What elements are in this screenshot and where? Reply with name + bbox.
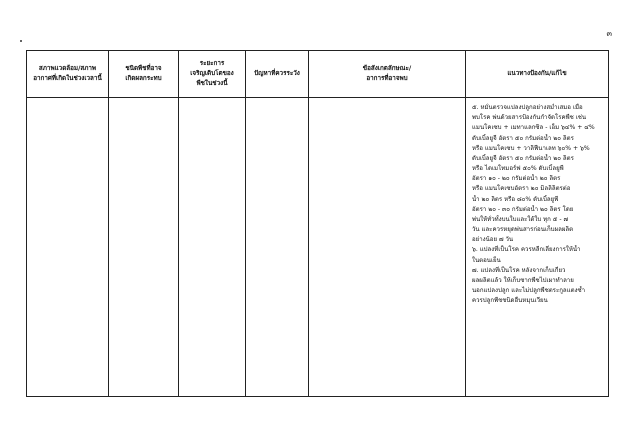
guideline-line: แมนโคเซบ + เมทาแลกซิล - เอ็ม ๖๔% + ๔%	[472, 124, 595, 132]
header-environment: สภาพแวดล้อม/สภาพ อากาศที่เกิดในช่วงเวลานี้	[27, 51, 109, 98]
guideline-line: ในตอนเย็น	[472, 256, 501, 264]
guideline-line: หรือ แมนโคเซบ + วาลิฟีนาเลท ๖๐% + ๖%	[472, 144, 590, 152]
header-symptoms: ข้อสังเกตลักษณะ/ อาการที่อาจพบ	[309, 51, 466, 98]
guideline-line: พบโรค พ่นด้วยสารป้องกันกำจัดโรคพืช เช่น	[472, 114, 587, 122]
guideline-line: ๕. หมั่นตรวจแปลงปลูกอย่างสม่ำเสมอ เมื่อ	[472, 104, 583, 111]
guideline-line: ผลผลิตแล้ว ให้เก็บซากพืชไปเผาทำลาย	[472, 276, 574, 284]
cell-crop-type	[109, 98, 179, 397]
guideline-line: พ่นให้ทั่วทั้งบนใบและใต้ใบ ทุก ๕ - ๗	[472, 215, 569, 223]
header-problems: ปัญหาที่ควรระวัง	[246, 51, 309, 98]
guideline-line: ๗. แปลงที่เป็นโรค หลังจากเก็บเกี่ยว	[472, 266, 566, 274]
recommendation-table	[26, 50, 609, 397]
guideline-line: หรือ แมนโคเซบอัตรา ๒๐ มิลลิลิตรต่อ	[472, 185, 571, 193]
cell-symptoms	[309, 98, 466, 397]
table-header-row	[27, 51, 609, 98]
cell-environment	[27, 98, 109, 397]
table-row	[27, 98, 609, 397]
guideline-line: ควรปลูกพืชชนิดอื่นหมุนเวียน	[472, 297, 548, 305]
prevention-guidelines	[466, 98, 608, 306]
header-crop-type: ชนิดพืชที่อาจ เกิดผลกระทบ	[109, 51, 179, 98]
guideline-line: ดับเบิ้ลยูจี อัตรา ๕๐ กรัมต่อน้ำ ๒๐ ลิตร	[472, 134, 574, 142]
cell-prevention	[466, 98, 609, 397]
header-prevention: แนวทางป้องกัน/แก้ไข	[466, 51, 609, 98]
guideline-line: อย่างน้อย ๗ วัน	[472, 236, 514, 244]
guideline-line: นอกแปลงปลูก และไม่ปลูกพืชตระกูลแตงซ้ำ	[472, 287, 586, 295]
guideline-line: หรือ ไดเมโทมอร์ฟ ๕๐% ดับเบิ้ลยูพี	[472, 165, 564, 173]
page-number: ๓	[606, 29, 612, 38]
guideline-line: อัตรา ๒๐ - ๓๐ กรัมต่อน้ำ ๒๐ ลิตร โดย	[472, 205, 574, 213]
cell-growth-stage	[179, 98, 246, 397]
scan-speck	[20, 40, 22, 42]
cell-problems	[246, 98, 309, 397]
header-growth-stage: ระยะการ เจริญเติบโตของ พืชในช่วงนี้	[179, 51, 246, 98]
guideline-line: อัตรา ๑๐ - ๒๐ กรัมต่อน้ำ ๒๐ ลิตร	[472, 175, 561, 183]
guideline-line: วัน และควรหยุดพ่นสารก่อนเก็บผลผลิต	[472, 226, 574, 234]
guideline-line: น้ำ ๒๐ ลิตร หรือ ๘๐% ดับเบิ้ลยูพี	[472, 195, 559, 203]
guideline-line: ๖. แปลงที่เป็นโรค ควรหลีกเลี่ยงการให้น้ำ	[472, 246, 581, 254]
guideline-line: ดับเบิ้ลยูจี อัตรา ๕๐ กรัมต่อน้ำ ๒๐ ลิตร	[472, 154, 574, 162]
